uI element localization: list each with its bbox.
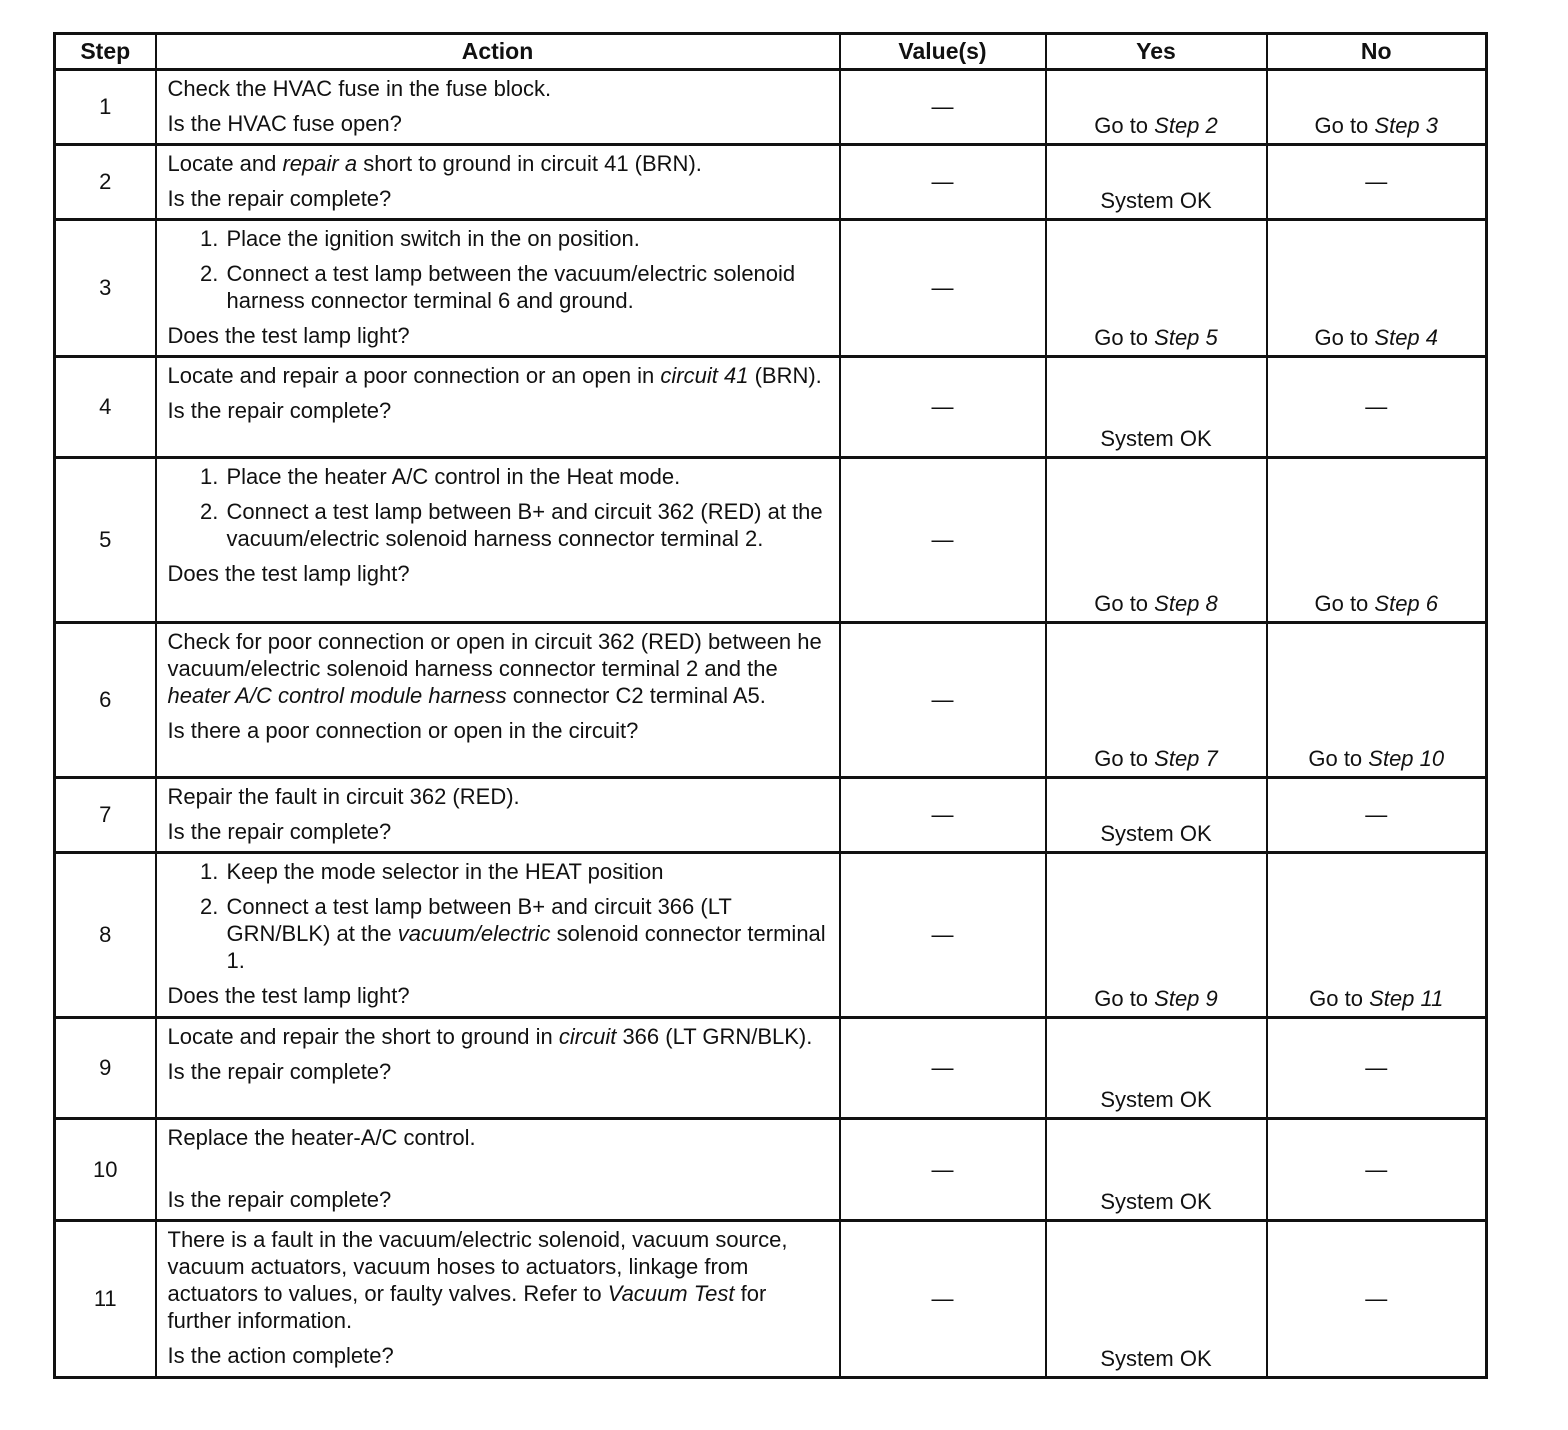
no-cell xyxy=(1267,458,1487,623)
table-row xyxy=(55,458,1487,623)
value-cell: — xyxy=(840,853,1046,1018)
table-row xyxy=(55,70,1487,145)
no-cell: — xyxy=(1267,145,1487,220)
value-cell: — xyxy=(840,220,1046,357)
yes-result: System OK xyxy=(1100,426,1212,451)
value-cell: — xyxy=(840,70,1046,145)
no-result: Go to Step 3 xyxy=(1314,113,1439,138)
action-cell xyxy=(156,458,840,623)
yes-cell xyxy=(1046,1018,1267,1119)
header-no: No xyxy=(1267,34,1487,70)
value-cell: — xyxy=(840,778,1046,853)
no-result: Go to Step 4 xyxy=(1314,325,1439,350)
action-cell xyxy=(156,1221,840,1378)
step-number: 7 xyxy=(55,778,156,853)
table-body xyxy=(55,70,1487,1378)
table-row xyxy=(55,357,1487,458)
step-number: 9 xyxy=(55,1018,156,1119)
step-number: 8 xyxy=(55,853,156,1018)
yes-result: Go to Step 5 xyxy=(1094,325,1218,350)
table-row xyxy=(55,1018,1487,1119)
step-number: 6 xyxy=(55,623,156,778)
step-number: 4 xyxy=(55,357,156,458)
header-step: Step xyxy=(55,34,156,70)
action-text: Check for poor connection or open in circuit 362 (RED) between he vacuum/electric solenoid harness connector terminal 2 and the heater A/C control module harness connector C2 terminal A5. Is there a poor connection or open in the circuit? xyxy=(167,629,822,743)
no-cell xyxy=(1267,623,1487,778)
yes-result: Go to Step 8 xyxy=(1094,591,1218,616)
yes-result: System OK xyxy=(1100,1087,1212,1112)
table-row xyxy=(55,145,1487,220)
action-cell xyxy=(156,357,840,458)
yes-cell xyxy=(1046,778,1267,853)
yes-cell xyxy=(1046,220,1267,357)
no-cell: — xyxy=(1267,1018,1487,1119)
action-cell xyxy=(156,145,840,220)
header-row xyxy=(55,34,1487,70)
yes-cell xyxy=(1046,357,1267,458)
action-text: Check the HVAC fuse in the fuse block. Is the HVAC fuse open? xyxy=(167,76,552,136)
diagnostic-table xyxy=(53,32,1488,1379)
header-yes: Yes xyxy=(1046,34,1267,70)
action-cell xyxy=(156,623,840,778)
yes-cell xyxy=(1046,458,1267,623)
no-cell: — xyxy=(1267,357,1487,458)
action-cell xyxy=(156,1018,840,1119)
yes-result: Go to Step 9 xyxy=(1094,986,1218,1011)
yes-cell xyxy=(1046,145,1267,220)
value-cell: — xyxy=(840,145,1046,220)
action-cell xyxy=(156,778,840,853)
step-number: 11 xyxy=(55,1221,156,1378)
value-cell: — xyxy=(840,623,1046,778)
yes-cell xyxy=(1046,1119,1267,1221)
value-cell: — xyxy=(840,1221,1046,1378)
value-cell: — xyxy=(840,1119,1046,1221)
yes-cell xyxy=(1046,623,1267,778)
header-action: Action xyxy=(156,34,840,70)
value-cell: — xyxy=(840,357,1046,458)
no-cell xyxy=(1267,220,1487,357)
table-row xyxy=(55,853,1487,1018)
yes-result: System OK xyxy=(1100,188,1212,213)
action-text: Repair the fault in circuit 362 (RED). Is the repair complete? xyxy=(167,784,520,844)
step-number: 2 xyxy=(55,145,156,220)
action-cell xyxy=(156,220,840,357)
value-cell: — xyxy=(840,1018,1046,1119)
action-cell xyxy=(156,70,840,145)
yes-result: Go to Step 7 xyxy=(1094,746,1218,771)
action-text: Locate and repair a poor connection or an open in circuit 41 (BRN). Is the repair complete? xyxy=(167,363,822,423)
action-text: 1. Place the ignition switch in the on position. 2. Connect a test lamp between the vacuum/electric solenoid harness connector terminal 6 and ground. Does the test lamp light? xyxy=(157,221,839,355)
value-cell: — xyxy=(840,458,1046,623)
yes-cell xyxy=(1046,70,1267,145)
action-text: 1. Place the heater A/C control in the Heat mode. 2. Connect a test lamp between B+ and circuit 362 (RED) at the vacuum/electric solenoid harness connector terminal 2. Does the test lamp light? xyxy=(157,459,839,593)
no-cell: — xyxy=(1267,778,1487,853)
table-row xyxy=(55,220,1487,357)
no-cell: — xyxy=(1267,1119,1487,1221)
table-row xyxy=(55,1221,1487,1378)
header-values: Value(s) xyxy=(840,34,1046,70)
table-row xyxy=(55,778,1487,853)
yes-result: Go to Step 2 xyxy=(1094,113,1218,138)
no-result: Go to Step 11 xyxy=(1309,986,1444,1011)
step-number: 3 xyxy=(55,220,156,357)
no-result: Go to Step 10 xyxy=(1308,746,1445,771)
no-cell xyxy=(1267,70,1487,145)
yes-result: System OK xyxy=(1100,1346,1212,1371)
action-text: Locate and repair the short to ground in circuit 366 (LT GRN/BLK). Is the repair complete? xyxy=(167,1024,813,1084)
no-cell xyxy=(1267,853,1487,1018)
yes-cell xyxy=(1046,1221,1267,1378)
action-text: Replace the heater-A/C control. Is the repair complete? xyxy=(167,1125,476,1212)
action-text: Locate and repair a short to ground in circuit 41 (BRN). Is the repair complete? xyxy=(167,151,702,211)
action-text: There is a fault in the vacuum/electric solenoid, vacuum source, vacuum actuators, vacuum hoses to actuators, linkage from actuators to values, or faulty valves. Refer to Vacuum Test for further information. Is the action complete? xyxy=(167,1227,788,1368)
step-number: 10 xyxy=(55,1119,156,1221)
no-result: Go to Step 6 xyxy=(1314,591,1439,616)
no-cell: — xyxy=(1267,1221,1487,1378)
yes-result: System OK xyxy=(1100,821,1212,846)
action-text: 1. Keep the mode selector in the HEAT position 2. Connect a test lamp between B+ and circuit 366 (LT GRN/BLK) at the vacuum/electric solenoid connector terminal 1. Does the test lamp light? xyxy=(157,854,839,1015)
action-cell xyxy=(156,1119,840,1221)
step-number: 5 xyxy=(55,458,156,623)
yes-result: System OK xyxy=(1100,1189,1212,1214)
yes-cell xyxy=(1046,853,1267,1018)
table-row xyxy=(55,623,1487,778)
action-cell xyxy=(156,853,840,1018)
table-row xyxy=(55,1119,1487,1221)
step-number: 1 xyxy=(55,70,156,145)
